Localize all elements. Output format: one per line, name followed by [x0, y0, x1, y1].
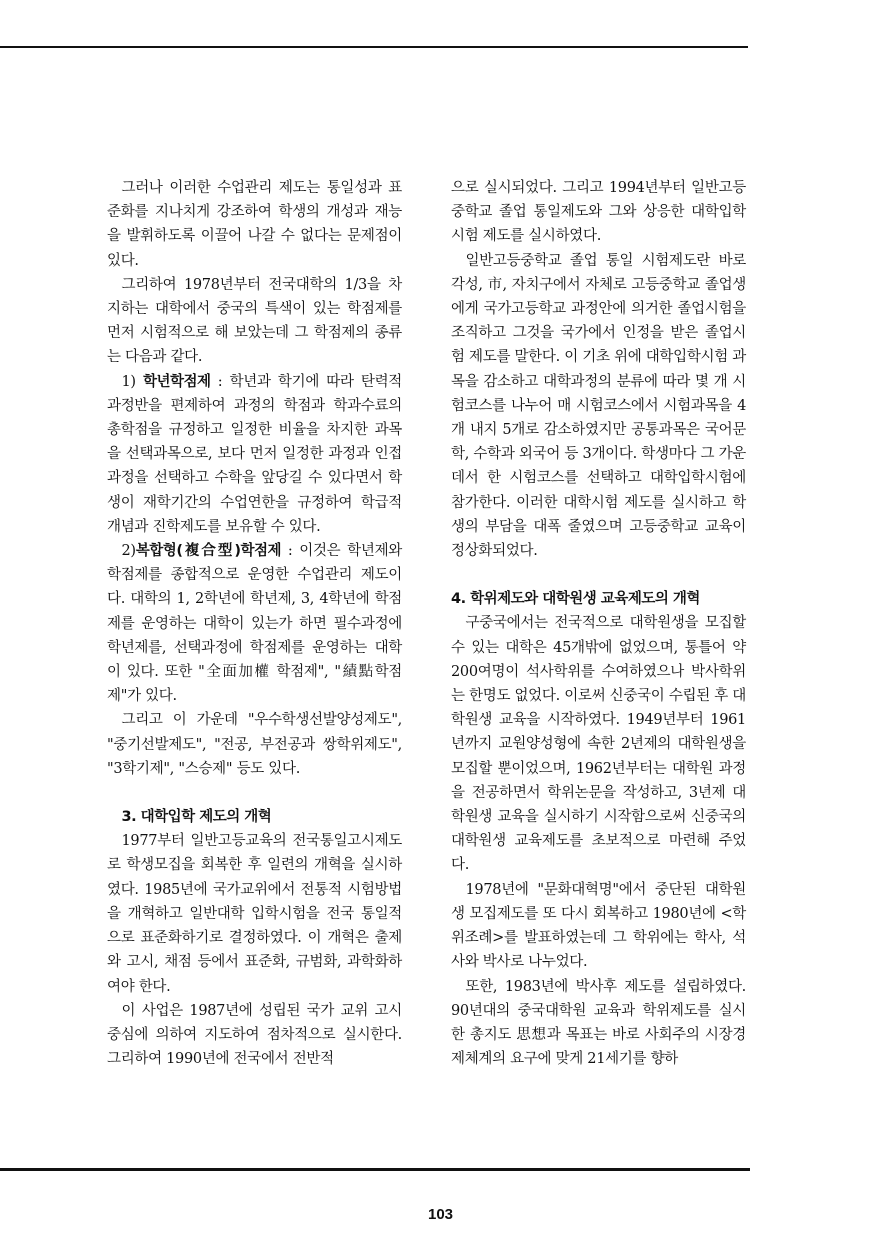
top-rule: [0, 46, 748, 48]
list-item-number: 2): [121, 543, 136, 560]
paragraph: 그리고 이 가운데 "우수학생선발양성제도", "중기선발제도", "전공, 부전공과 쌍학위제도", "3학기제", "스승제" 등도 있다.: [107, 712, 402, 777]
term-label: 학년학점제: [143, 373, 211, 390]
paragraph: 구중국에서는 전국적으로 대학원생을 모집할 수 있는 대학은 45개밖에 없었으며, 통틀어 약200여명이 석사학위를 수여하였으나 박사학위는 한명도 없었다. 이로써 신중국이 수립된 후 대학원생 교육을 시작하였다. 1949년부터 1961년까지 교원양성형에 속한 2년제의 대학원생을 모집할 뿐이었으며, 1962년부터는 대학원 과정을 전공하면서 학위논문을 작성하고, 3년제 대학원생 교육을 실시하기 시작함으로써 신중국의 대학원생 교육제도를 초보적으로 마련해 주었다.: [451, 615, 746, 874]
left-column: [107, 176, 402, 1071]
paragraph: 일반고등중학교 졸업 통일 시험제도란 바로 각성, 市, 자치구에서 자체로 고등중학교 졸업생에게 국가고등학교 과정안에 의거한 졸업시험을 조직하고 그것을 국가에서 인정을 받은 졸업시험 제도를 말한다. 이 기초 위에 대학입학시험 과목을 감소하고 대학과정의 분류에 따라 몇 개 시험코스를 나누어 매 시험코스에서 시험과목을 4개 내지 5개로 감소하였지만 공통과목은 국어문학, 수학과 외국어 등 3개이다. 학생마다 그 가운데서 한 시험코스를 선택하고 대학입학시험에 참가한다. 이러한 대학시험 제도를 실시하고 학생의 부담을 대폭 줄였으며 고등중학교 교육이 정상화되었다.: [451, 252, 746, 560]
paragraph: 그리하여 1978년부터 전국대학의 1/3을 차지하는 대학에서 중국의 특색이 있는 학점제를 먼저 시험적으로 해 보았는데 그 학점제의 종류는 다음과 같다.: [107, 276, 402, 366]
paragraph: 또한, 1983년에 박사후 제도를 설립하였다. 90년대의 중국대학원 교육과 학위제도를 실시한 총지도 思想과 목표는 바로 사회주의 시장경제체계의 요구에 맞게 21세기를 향하: [451, 978, 746, 1068]
section-heading: 4. 학위제도와 대학원생 교육제도의 개혁: [451, 591, 700, 608]
list-item: [107, 539, 402, 708]
bottom-rule: [0, 1168, 750, 1171]
right-column: [451, 176, 746, 1071]
term-description: : 이것은 학년제와 학점제를 종합적으로 운영한 수업관리 제도이다. 대학의 1, 2학년에 학년제, 3, 4학년에 학점제를 운영하는 대학이 있는가 하면 필수과정에 학년제를, 선택과정에 학점제를 운영하는 대학이 있다. 또한 "全面加權 학점제", "績點학점제"가 있다.: [107, 543, 402, 705]
paragraph: 으로 실시되었다. 그리고 1994년부터 일반고등중학교 졸업 통일제도와 그와 상응한 대학입학시험 제도를 실시하였다.: [451, 180, 746, 245]
page-number: 103: [427, 1206, 454, 1223]
paragraph: 이 사업은 1987년에 성립된 국가 교위 고시 중심에 의하여 지도하여 점차적으로 실시한다. 그리하여 1990년에 전국에서 전반적: [107, 1002, 402, 1068]
paragraph: 1978년에 "문화대혁명"에서 중단된 대학원생 모집제도를 또 다시 회복하고 1980년에 <학위조례>를 발표하였는데 그 학위에는 학사, 석사와 박사로 나누었다.: [451, 881, 746, 971]
list-item-number: 1): [121, 373, 143, 390]
list-item: [107, 370, 402, 539]
term-description: : 학년과 학기에 따라 탄력적 과정반을 편제하여 과정의 학점과 학과수료의 총학점을 규정하고 일정한 비율을 차지한 과목을 선택과목으로, 보다 먼저 일정한 과정과 인접과정을 선택하고 수학을 앞당길 수 있다면서 학생이 재학기간의 수업연한을 규정하여 학급적 개념과 진학제도를 보유할 수 있다.: [107, 373, 402, 535]
paragraph: 그러나 이러한 수업관리 제도는 통일성과 표준화를 지나치게 강조하여 학생의 개성과 재능을 발휘하도록 이끌어 나갈 수 없다는 문제점이 있다.: [107, 180, 402, 269]
section-heading: 3. 대학입학 제도의 개혁: [121, 809, 272, 826]
paragraph: 1977부터 일반고등교육의 전국통일고시제도로 학생모집을 회복한 후 일련의 개혁을 실시하였다. 1985년에 국가교위에서 전통적 시험방법을 개혁하고 일반대학 입학시험을 전국 통일적으로 표준화하기로 결정하였다. 이 개혁은 출제와 고시, 채점 등에서 표준화, 규범화, 과학화하여야 한다.: [107, 833, 402, 995]
term-label: 복합형(複合型)학점제: [135, 543, 282, 560]
